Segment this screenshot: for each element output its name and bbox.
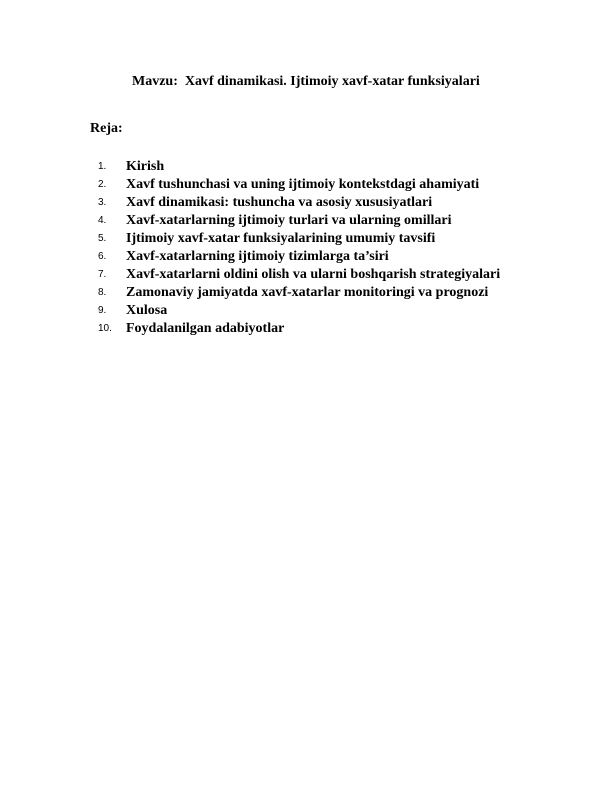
plan-item-text: Xavf-xatarlarning ijtimoiy tizimlarga ta’siri <box>126 249 389 264</box>
plan-item-text: Xavf tushunchasi va uning ijtimoiy kontekstdagi ahamiyati <box>126 177 480 192</box>
plan-item-text: Xavf dinamikasi: tushuncha va asosiy xususiyatlari <box>126 195 433 210</box>
plan-item-number: 7. <box>98 269 107 280</box>
plan-item-text: Zamonaviy jamiyatda xavf-xatarlar monitoringi va prognozi <box>126 285 489 300</box>
plan-item-number: 2. <box>98 179 107 190</box>
plan-item-number: 3. <box>98 197 107 208</box>
plan-item-text: Xavf-xatarlarning ijtimoiy turlari va ularning omillari <box>126 213 452 228</box>
plan-item-number: 10. <box>98 323 112 334</box>
plan-item-text: Ijtimoiy xavf-xatar funksiyalarining umumiy tavsifi <box>126 231 436 246</box>
plan-item-number: 9. <box>98 305 107 316</box>
document-title: Mavzu: Xavf dinamikasi. Ijtimoiy xavf-xatar funksiyalari <box>132 74 480 89</box>
plan-item-text: Kirish <box>126 159 165 174</box>
plan-item-text: Xulosa <box>126 303 168 318</box>
plan-item-number: 6. <box>98 251 107 262</box>
plan-item-number: 4. <box>98 215 107 226</box>
plan-item-number: 1. <box>98 161 107 172</box>
plan-item-text: Xavf-xatarlarni oldini olish va ularni boshqarish strategiyalari <box>126 267 501 282</box>
plan-item-text: Foydalanilgan adabiyotlar <box>126 321 285 336</box>
plan-item-number: 5. <box>98 233 107 244</box>
plan-heading: Reja: <box>90 121 123 136</box>
plan-item-number: 8. <box>98 287 107 298</box>
